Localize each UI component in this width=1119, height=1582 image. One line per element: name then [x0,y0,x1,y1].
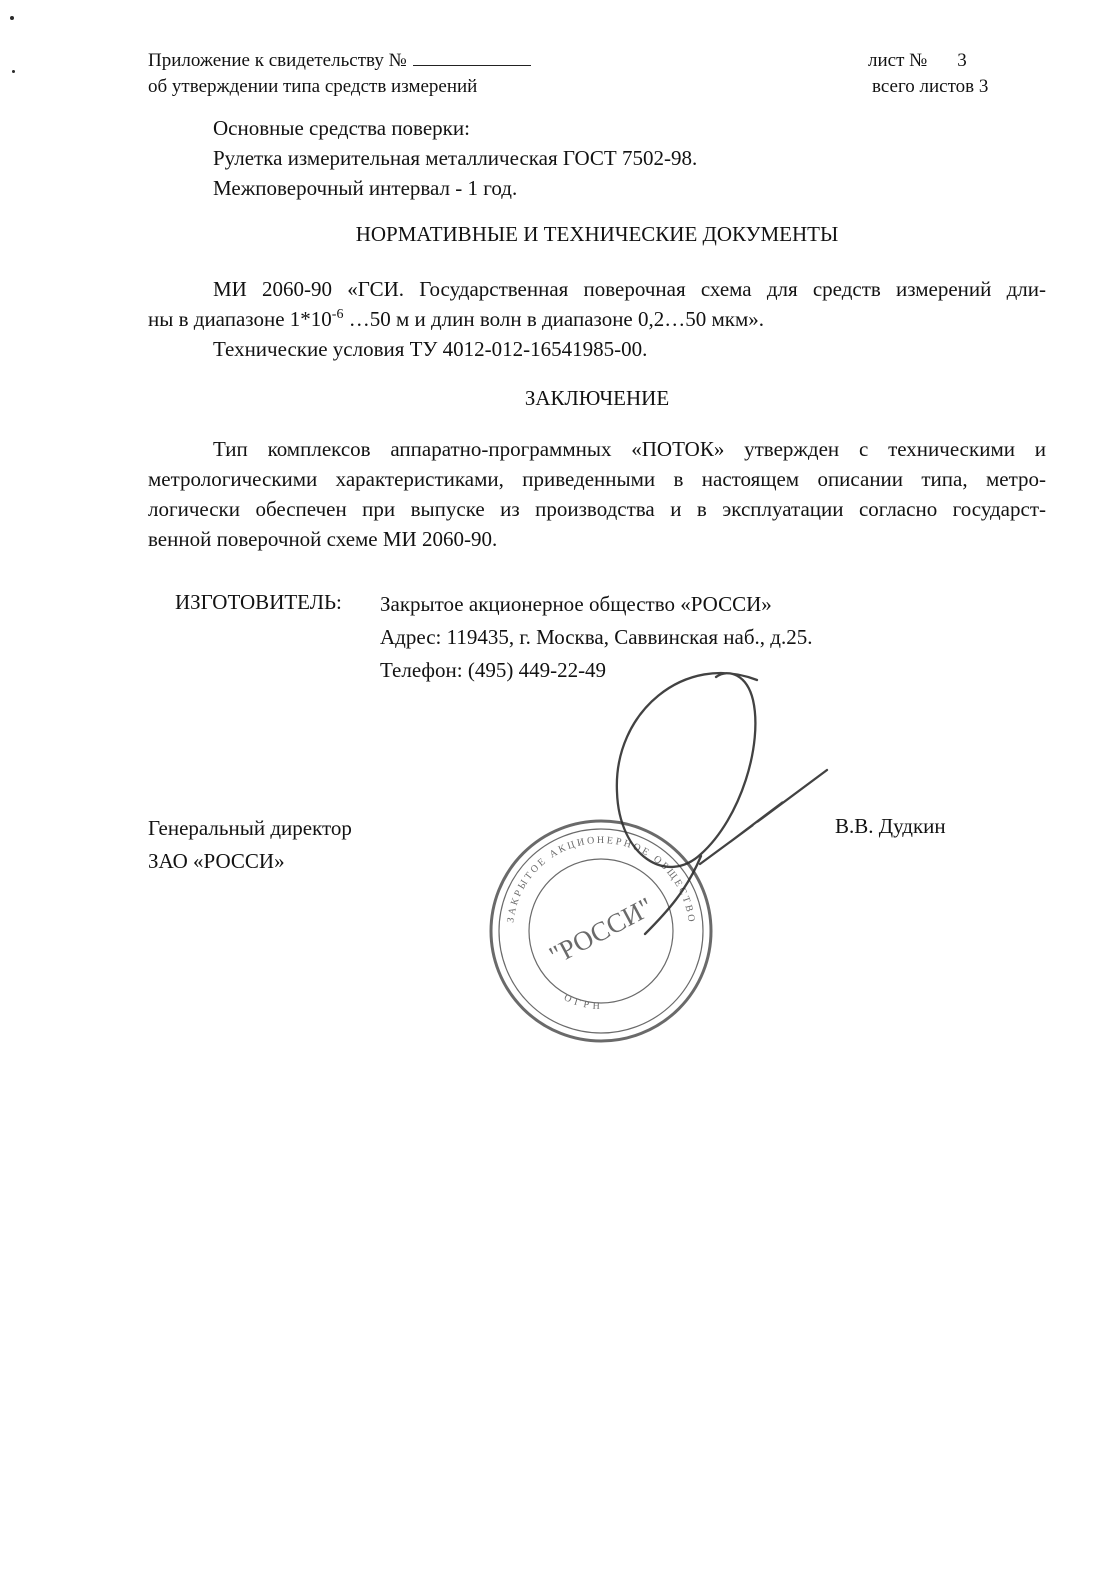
conclusion-line: Тип комплексов аппаратно-программных «ПОТОК» утвержден с техническими и [213,437,1046,461]
director-title-line-2: ЗАО «РОССИ» [148,849,285,873]
sheet-number-value: 3 [957,50,967,71]
normative-line-2-post: …50 м и длин волн в диапазоне 0,2…50 мкм». [343,307,765,331]
scan-artifact-dot [10,16,14,20]
sheet-number-line [868,48,988,74]
conclusion-line: метрологическими характеристиками, приведенными в настоящем описании типа, метро- [148,467,1046,491]
stamp-ring-text-top: ЗАКРЫТОЕ АКЦИОНЕРНОЕ ОБЩЕСТВО [505,834,697,925]
director-title-line-1: Генеральный директор [148,816,352,840]
scan-artifact-dot [12,70,15,73]
conclusion-line: венной поверочной схеме МИ 2060-90. [148,527,498,551]
handwritten-signature [495,650,865,950]
stamp-center-text: "РОССИ" [544,891,658,971]
certificate-number-blank [413,51,531,66]
sheet-number-label: лист № [868,50,928,71]
normative-paragraph [148,274,1046,364]
appendix-line-1-text: Приложение к свидетельству № [148,50,407,71]
normative-line-1: МИ 2060-90 «ГСИ. Государственная поверочная схема для средств измерений дли- [213,277,1046,301]
manufacturer-phone: Телефон: (495) 449-22-49 [380,658,607,682]
conclusion-paragraph [148,434,1046,554]
tech-conditions-line: Технические условия ТУ 4012-012-16541985-00. [213,337,648,361]
manufacturer-label: ИЗГОТОВИТЕЛЬ: [175,590,342,614]
normative-line-2-pre: ны в диапазоне 1*10 [148,307,332,331]
manufacturer-name: Закрытое акционерное общество «РОССИ» [380,592,772,616]
director-title-block [148,812,352,878]
header-right [868,48,988,100]
normative-heading: НОРМАТИВНЫЕ И ТЕХНИЧЕСКИЕ ДОКУМЕНТЫ [355,222,839,246]
normative-line-2 [148,304,1046,334]
conclusion-heading: ЗАКЛЮЧЕНИЕ [524,386,670,410]
signature-zigzag [700,770,827,864]
appendix-line-1 [148,48,531,74]
verification-instrument: Рулетка измерительная металлическая ГОСТ 7502-98. [213,146,698,170]
signature-tail [645,856,701,934]
conclusion-line: логически обеспечен при выпуске из производства и в эксплуатации согласно государст- [148,497,1046,521]
verification-title: Основные средства поверки: [213,116,470,140]
signer-name: В.В. Дудкин [835,814,946,838]
svg-text:ОГРН [562,992,604,1012]
manufacturer-address: Адрес: 119435, г. Москва, Саввинская наб., д.25. [380,625,813,649]
verification-interval: Межповерочный интервал - 1 год. [213,176,518,200]
header-left [148,48,531,100]
stamp-ring-text-bottom: ОГРН [562,992,605,1013]
normative-exponent: -6 [331,307,344,322]
total-sheets: всего листов 3 [872,76,989,97]
signature-loop [617,673,757,867]
appendix-line-2: об утверждении типа средств измерений [148,76,478,97]
